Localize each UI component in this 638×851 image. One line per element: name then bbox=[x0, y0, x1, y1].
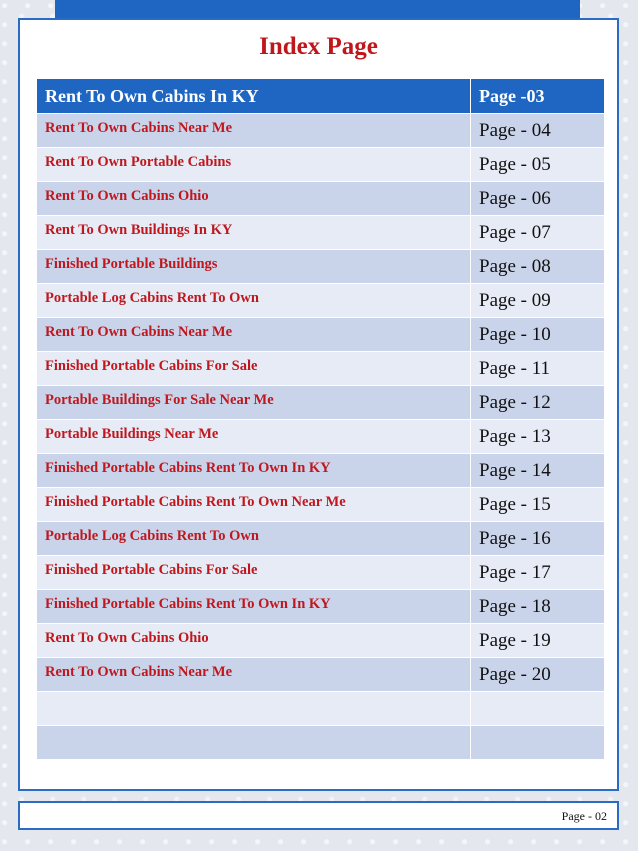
table-row bbox=[37, 522, 605, 556]
row-page-cell: Page - 10 bbox=[471, 318, 605, 352]
row-page-cell: Page - 09 bbox=[471, 284, 605, 318]
row-page-cell: Page - 20 bbox=[471, 658, 605, 692]
row-page-cell: Page - 17 bbox=[471, 556, 605, 590]
row-page-cell: Page - 12 bbox=[471, 386, 605, 420]
table-row bbox=[37, 658, 605, 692]
row-title-cell: Rent To Own Cabins Near Me bbox=[37, 318, 471, 352]
row-page-cell: Page - 07 bbox=[471, 216, 605, 250]
row-title-cell: Portable Log Cabins Rent To Own bbox=[37, 284, 471, 318]
table-row bbox=[37, 318, 605, 352]
index-table bbox=[36, 78, 605, 760]
table-row bbox=[37, 352, 605, 386]
row-title-cell: Rent To Own Cabins Ohio bbox=[37, 182, 471, 216]
table-row bbox=[37, 148, 605, 182]
table-row bbox=[37, 692, 605, 726]
row-page-cell: Page - 15 bbox=[471, 488, 605, 522]
table-row bbox=[37, 386, 605, 420]
row-page-cell: Page - 18 bbox=[471, 590, 605, 624]
row-page-cell: Page - 16 bbox=[471, 522, 605, 556]
row-page-cell: Page - 13 bbox=[471, 420, 605, 454]
row-page-cell bbox=[471, 692, 605, 726]
table-row bbox=[37, 488, 605, 522]
top-decorative-band bbox=[55, 0, 580, 20]
table-row bbox=[37, 420, 605, 454]
row-page-cell: Page - 06 bbox=[471, 182, 605, 216]
page-title: Index Page bbox=[259, 33, 378, 60]
row-title-cell: Portable Buildings Near Me bbox=[37, 420, 471, 454]
row-title-cell: Portable Buildings For Sale Near Me bbox=[37, 386, 471, 420]
row-title-cell: Rent To Own Cabins Ohio bbox=[37, 624, 471, 658]
row-page-cell bbox=[471, 726, 605, 760]
table-row bbox=[37, 556, 605, 590]
table-row bbox=[37, 590, 605, 624]
row-title-cell: Rent To Own Portable Cabins bbox=[37, 148, 471, 182]
header-title-cell: Rent To Own Cabins In KY bbox=[37, 79, 471, 114]
table-row bbox=[37, 624, 605, 658]
row-page-cell: Page - 08 bbox=[471, 250, 605, 284]
table-header-row bbox=[37, 79, 605, 114]
row-page-cell: Page - 11 bbox=[471, 352, 605, 386]
row-page-cell: Page - 04 bbox=[471, 114, 605, 148]
row-page-cell: Page - 19 bbox=[471, 624, 605, 658]
table-row bbox=[37, 114, 605, 148]
table-row bbox=[37, 250, 605, 284]
row-title-cell: Finished Portable Cabins Rent To Own In KY bbox=[37, 590, 471, 624]
row-title-cell: Finished Portable Cabins Rent To Own Near Me bbox=[37, 488, 471, 522]
row-title-cell: Finished Portable Cabins For Sale bbox=[37, 352, 471, 386]
row-title-cell: Rent To Own Cabins Near Me bbox=[37, 114, 471, 148]
footer-page-number: Page - 02 bbox=[561, 809, 607, 823]
row-title-cell: Rent To Own Buildings In KY bbox=[37, 216, 471, 250]
row-title-cell bbox=[37, 726, 471, 760]
row-title-cell: Finished Portable Cabins For Sale bbox=[37, 556, 471, 590]
row-title-cell: Finished Portable Buildings bbox=[37, 250, 471, 284]
row-title-cell: Portable Log Cabins Rent To Own bbox=[37, 522, 471, 556]
index-panel bbox=[18, 18, 619, 791]
row-title-cell: Finished Portable Cabins Rent To Own In KY bbox=[37, 454, 471, 488]
table-row bbox=[37, 726, 605, 760]
row-page-cell: Page - 05 bbox=[471, 148, 605, 182]
row-page-cell: Page - 14 bbox=[471, 454, 605, 488]
footer bbox=[18, 801, 619, 830]
row-title-cell: Rent To Own Cabins Near Me bbox=[37, 658, 471, 692]
row-title-cell bbox=[37, 692, 471, 726]
table-row bbox=[37, 182, 605, 216]
table-row bbox=[37, 284, 605, 318]
header-page-cell: Page -03 bbox=[471, 79, 605, 114]
table-row bbox=[37, 216, 605, 250]
table-row bbox=[37, 454, 605, 488]
